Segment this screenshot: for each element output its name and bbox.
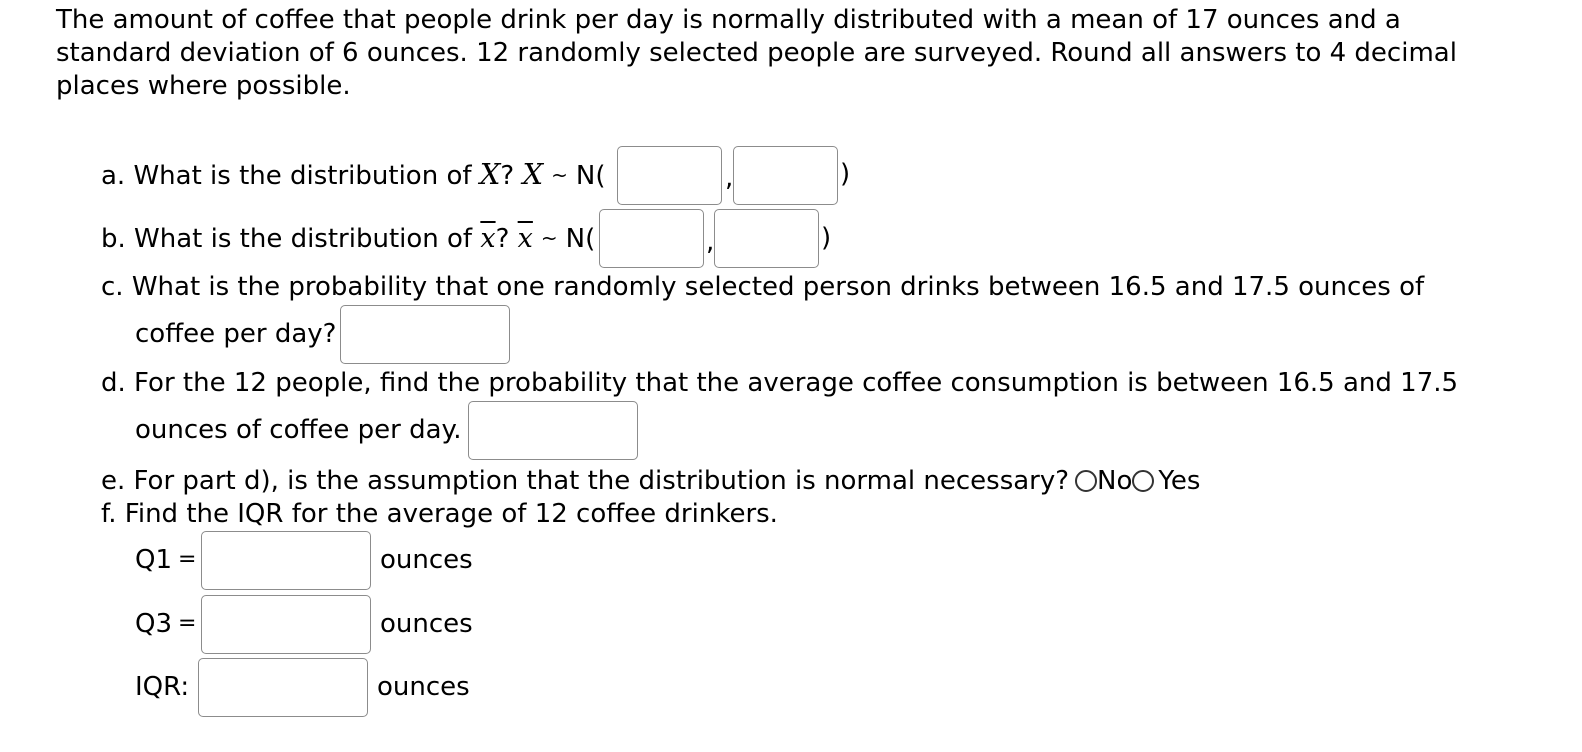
equals-sign: = [178, 611, 197, 636]
comma: , [706, 227, 715, 257]
variable-xbar: $\overline{x}$ [480, 223, 496, 254]
radio-no[interactable] [1075, 470, 1097, 492]
question-a [101, 158, 606, 192]
radio-yes[interactable] [1132, 470, 1154, 492]
q3-label: Q3 [135, 609, 173, 639]
close-paren: ) [840, 159, 851, 189]
q1-unit: ounces [380, 545, 473, 575]
radio-yes-label: Yes [1158, 466, 1201, 496]
a-mean-input[interactable] [617, 146, 722, 205]
iqr-input[interactable] [198, 658, 368, 717]
q1-input[interactable] [201, 531, 371, 590]
tilde-symbol: ~ [540, 226, 558, 250]
question-c-line1: c. What is the probability that one randomly selected person drinks between 16.5 and 17.5 ounces of [101, 272, 1425, 302]
variable-xbar: $\overline{x}$ [517, 223, 533, 254]
question-b-prefix: b. What is the distribution of [101, 224, 481, 254]
iqr-unit: ounces [377, 672, 470, 702]
question-mark: ? [495, 224, 510, 254]
iqr-label: IQR: [135, 672, 190, 702]
radio-no-label: No [1097, 466, 1133, 496]
b-mean-input[interactable] [599, 209, 704, 268]
question-e-text: e. For part d), is the assumption that the distribution is normal necessary? [101, 466, 1070, 496]
q1-label: Q1 [135, 545, 173, 575]
normal-dist-open: N( [565, 224, 596, 254]
comma: , [725, 163, 734, 193]
variable-x: X [522, 157, 544, 191]
question-b [101, 222, 595, 255]
problem-intro: The amount of coffee that people drink per day is normally distributed with a mean of 17 ounces and a standard deviation of 6 ounces. 12 randomly selected people are surveyed. Round all answers to 4 decimal places where possible. [56, 5, 1457, 101]
question-mark: ? [500, 161, 515, 191]
variable-x: X [479, 157, 501, 191]
close-paren: ) [821, 223, 832, 253]
tilde-symbol: ~ [551, 163, 568, 187]
question-d-line2: ounces of coffee per day. [135, 415, 462, 445]
b-sd-input[interactable] [714, 209, 819, 268]
question-c-line2: coffee per day? [135, 319, 337, 349]
equals-sign: = [178, 547, 197, 572]
c-probability-input[interactable] [340, 305, 510, 364]
question-a-prefix: a. What is the distribution of [101, 161, 480, 191]
question-d-line1: d. For the 12 people, find the probability that the average coffee consumption is between 16.5 and 17.5 [101, 368, 1459, 398]
d-probability-input[interactable] [468, 401, 638, 460]
question-e [101, 465, 1200, 497]
q3-unit: ounces [380, 609, 473, 639]
a-sd-input[interactable] [733, 146, 838, 205]
normal-dist-open: N( [575, 161, 606, 191]
question-f: f. Find the IQR for the average of 12 coffee drinkers. [101, 499, 778, 529]
q3-input[interactable] [201, 595, 371, 654]
